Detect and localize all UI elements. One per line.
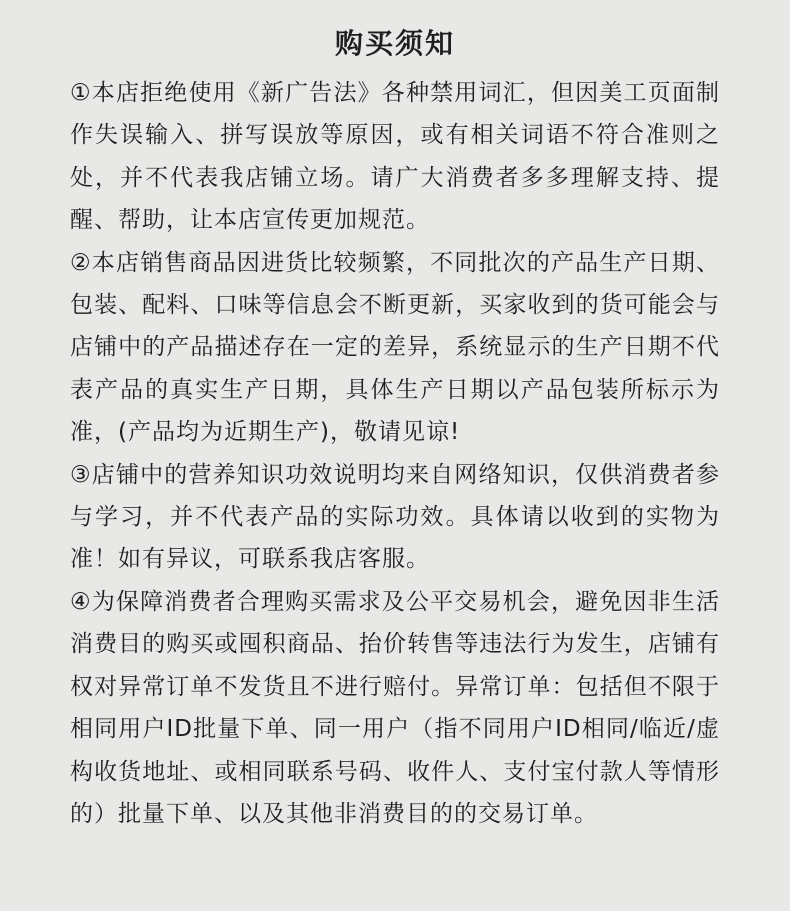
notice-paragraph-1: ①本店拒绝使用《新广告法》各种禁用词汇，但因美工页面制作失误输入、拼写误放等原因，或有相关词语不符合准则之处，并不代表我店铺立场。请广大消费者多多理解支持、提醒、帮助，让本店宣传更加规范。 [70,80,720,234]
notice-paragraph-4: ④为保障消费者合理购买需求及公平交易机会，避免因非生活消费目的购买或囤积商品、抬价转售等违法行为发生，店铺有权对异常订单不发货且不进行赔付。异常订单：包括但不限于相同用户ID批量下单、同一用户（指不同用户ID相同/临近/虚构收货地址、或相同联系号码、收件人、支付宝付款人等情形的）批量下单、以及其他非消费目的的交易订单。 [70,588,720,827]
notice-paragraph-3: ③店铺中的营养知识功效说明均来自网络知识，仅供消费者参与学习，并不代表产品的实际功效。具体请以收到的实物为准！如有异议，可联系我店客服。 [70,461,720,573]
notice-list [70,72,720,835]
notice-paragraph-2: ②本店销售商品因进货比较频繁，不同批次的产品生产日期、包装、配料、口味等信息会不断更新，买家收到的货可能会与店铺中的产品描述存在一定的差异，系统显示的生产日期不代表产品的真实生产日期，具体生产日期以产品包装所标示为准，(产品均为近期生产)，敬请见谅! [70,249,720,446]
page-title: 购买须知 [334,27,455,60]
